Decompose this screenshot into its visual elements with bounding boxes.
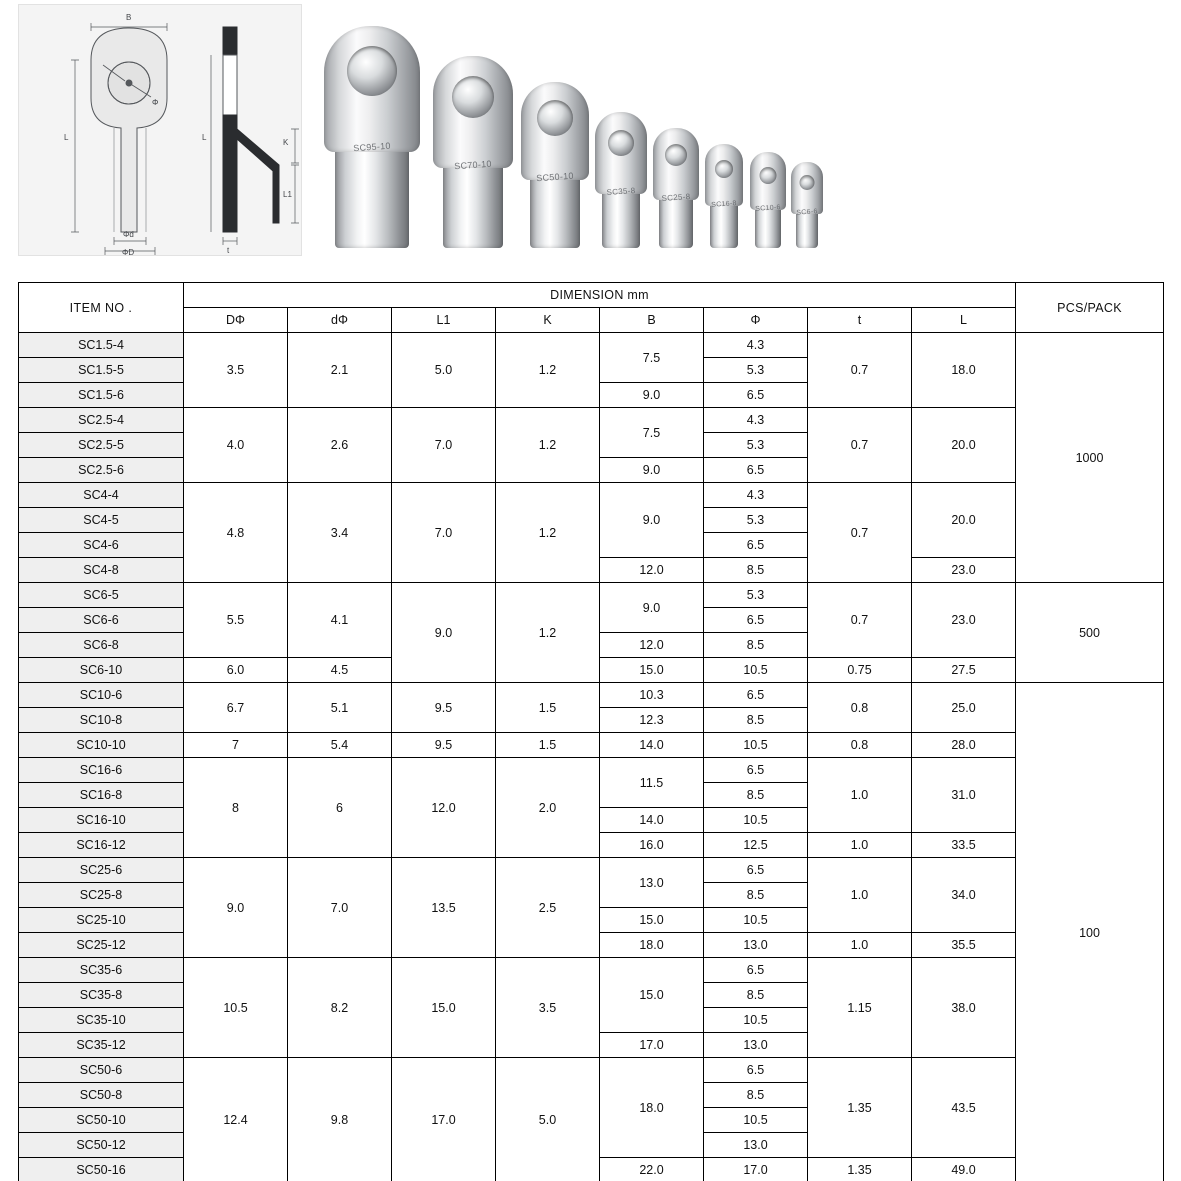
technical-drawing-svg (19, 5, 301, 255)
cell-D: 8 (184, 758, 288, 858)
cell-L: 20.0 (912, 408, 1016, 483)
cell-K: 2.0 (496, 758, 600, 858)
cell-B: 10.3 (600, 683, 704, 708)
cell-item-no: SC25-10 (19, 908, 184, 933)
table-body (19, 333, 1164, 1181)
cell-t: 1.0 (808, 858, 912, 933)
cell-phi: 13.0 (704, 1033, 808, 1058)
cell-d: 7.0 (288, 858, 392, 958)
cell-item-no: SC4-6 (19, 533, 184, 558)
cell-phi: 6.5 (704, 758, 808, 783)
drawing-label-L-side: L (202, 133, 207, 142)
cell-L1: 9.5 (392, 683, 496, 733)
cell-item-no: SC2.5-5 (19, 433, 184, 458)
cell-t: 1.0 (808, 758, 912, 833)
cell-L1: 7.0 (392, 408, 496, 483)
cell-item-no: SC25-8 (19, 883, 184, 908)
cell-D: 12.4 (184, 1058, 288, 1181)
cell-d: 3.4 (288, 483, 392, 583)
cell-t: 0.7 (808, 483, 912, 583)
cell-item-no: SC16-6 (19, 758, 184, 783)
cell-phi: 13.0 (704, 1133, 808, 1158)
cell-K: 2.5 (496, 858, 600, 958)
lug-sc25-8 (648, 106, 704, 248)
lug-sc16-8 (700, 122, 748, 248)
header-col-L1: L1 (392, 308, 496, 333)
cell-item-no: SC10-6 (19, 683, 184, 708)
drawing-label-phi-d: Φd (123, 230, 134, 239)
cell-B: 16.0 (600, 833, 704, 858)
cell-item-no: SC50-10 (19, 1108, 184, 1133)
cell-D: 6.0 (184, 658, 288, 683)
cell-pcs-pack: 500 (1016, 583, 1164, 683)
cell-t: 0.7 (808, 408, 912, 483)
cell-d: 4.1 (288, 583, 392, 658)
cell-L1: 17.0 (392, 1058, 496, 1181)
cell-B: 15.0 (600, 658, 704, 683)
cell-phi: 10.5 (704, 733, 808, 758)
cell-d: 5.1 (288, 683, 392, 733)
cell-B: 11.5 (600, 758, 704, 808)
cell-d: 6 (288, 758, 392, 858)
lug-code: SC70-10 (453, 158, 493, 172)
lug-code: SC6-6 (796, 208, 818, 217)
cell-B: 18.0 (600, 933, 704, 958)
lug-code: SC50-10 (535, 170, 575, 184)
cell-d: 2.6 (288, 408, 392, 483)
cell-K: 1.2 (496, 483, 600, 583)
cell-t: 0.8 (808, 683, 912, 733)
cell-B: 14.0 (600, 733, 704, 758)
cell-D: 3.5 (184, 333, 288, 408)
drawing-label-phi: Φ (152, 98, 159, 107)
cell-D: 4.8 (184, 483, 288, 583)
cell-L: 20.0 (912, 483, 1016, 558)
cell-item-no: SC10-8 (19, 708, 184, 733)
header-col-phi: Φ (704, 308, 808, 333)
table-row (19, 958, 1164, 983)
drawing-label-t: t (227, 246, 230, 255)
table-row (19, 333, 1164, 358)
header-col-L: L (912, 308, 1016, 333)
cell-pcs-pack: 1000 (1016, 333, 1164, 583)
cell-t: 0.75 (808, 658, 912, 683)
specification-table-wrapper (18, 282, 1163, 1181)
cell-item-no: SC1.5-6 (19, 383, 184, 408)
table-row (19, 583, 1164, 608)
cell-L: 31.0 (912, 758, 1016, 833)
table-row (19, 683, 1164, 708)
cell-item-no: SC6-8 (19, 633, 184, 658)
cell-L: 27.5 (912, 658, 1016, 683)
cable-lug-product-photo (304, 4, 824, 254)
cell-B: 17.0 (600, 1033, 704, 1058)
cell-L: 28.0 (912, 733, 1016, 758)
cell-item-no: SC35-6 (19, 958, 184, 983)
cell-L1: 9.5 (392, 733, 496, 758)
cell-B: 22.0 (600, 1158, 704, 1181)
cable-lug-technical-drawing (18, 4, 302, 256)
cell-phi: 8.5 (704, 783, 808, 808)
cell-d: 5.4 (288, 733, 392, 758)
cell-d: 8.2 (288, 958, 392, 1058)
cell-B: 14.0 (600, 808, 704, 833)
cell-B: 12.3 (600, 708, 704, 733)
cell-phi: 12.5 (704, 833, 808, 858)
cell-K: 5.0 (496, 1058, 600, 1181)
specification-table (18, 282, 1164, 1181)
cell-phi: 4.3 (704, 408, 808, 433)
cell-B: 9.0 (600, 583, 704, 633)
cell-K: 1.2 (496, 333, 600, 408)
cell-item-no: SC4-8 (19, 558, 184, 583)
cell-K: 1.5 (496, 733, 600, 758)
cell-L: 23.0 (912, 558, 1016, 583)
cell-t: 0.7 (808, 583, 912, 658)
cell-item-no: SC4-4 (19, 483, 184, 508)
cell-item-no: SC50-6 (19, 1058, 184, 1083)
cell-phi: 6.5 (704, 383, 808, 408)
cell-phi: 8.5 (704, 1083, 808, 1108)
lug-sc6-6 (786, 140, 824, 248)
cell-item-no: SC25-12 (19, 933, 184, 958)
lug-sc70-10 (428, 48, 518, 248)
cell-D: 6.7 (184, 683, 288, 733)
cell-L: 49.0 (912, 1158, 1016, 1181)
cell-phi: 8.5 (704, 983, 808, 1008)
table-row (19, 858, 1164, 883)
drawing-label-phi-D: ΦD (122, 248, 135, 255)
cell-t: 1.35 (808, 1158, 912, 1181)
drawing-label-L: L (64, 133, 69, 142)
lug-code: SC95-10 (352, 140, 392, 154)
lug-sc50-10 (516, 68, 594, 248)
cell-phi: 4.3 (704, 333, 808, 358)
header-col-t: t (808, 308, 912, 333)
cell-D: 10.5 (184, 958, 288, 1058)
lug-code: SC10-6 (755, 204, 781, 213)
cell-L1: 12.0 (392, 758, 496, 858)
cell-t: 1.0 (808, 933, 912, 958)
cell-item-no: SC16-12 (19, 833, 184, 858)
cell-phi: 13.0 (704, 933, 808, 958)
cell-phi: 8.5 (704, 883, 808, 908)
cell-phi: 5.3 (704, 508, 808, 533)
cell-L: 43.5 (912, 1058, 1016, 1158)
cell-phi: 8.5 (704, 708, 808, 733)
cell-phi: 5.3 (704, 583, 808, 608)
cell-D: 7 (184, 733, 288, 758)
cell-phi: 4.3 (704, 483, 808, 508)
cell-L: 35.5 (912, 933, 1016, 958)
cell-B: 7.5 (600, 408, 704, 458)
cell-phi: 6.5 (704, 1058, 808, 1083)
cell-item-no: SC1.5-5 (19, 358, 184, 383)
cell-phi: 6.5 (704, 458, 808, 483)
header-col-K: K (496, 308, 600, 333)
cell-phi: 10.5 (704, 658, 808, 683)
cell-K: 1.5 (496, 683, 600, 733)
cell-L: 25.0 (912, 683, 1016, 733)
cell-L1: 9.0 (392, 583, 496, 683)
cell-item-no: SC2.5-4 (19, 408, 184, 433)
cell-phi: 5.3 (704, 433, 808, 458)
cell-item-no: SC35-10 (19, 1008, 184, 1033)
cell-phi: 6.5 (704, 858, 808, 883)
cell-item-no: SC1.5-4 (19, 333, 184, 358)
cell-B: 9.0 (600, 483, 704, 558)
table-row (19, 758, 1164, 783)
cell-B: 18.0 (600, 1058, 704, 1158)
cell-item-no: SC50-8 (19, 1083, 184, 1108)
cell-d: 4.5 (288, 658, 392, 683)
drawing-label-L1: L1 (283, 190, 292, 199)
cell-B: 15.0 (600, 958, 704, 1033)
cell-D: 9.0 (184, 858, 288, 958)
cell-d: 9.8 (288, 1058, 392, 1181)
cell-B: 12.0 (600, 633, 704, 658)
cell-item-no: SC25-6 (19, 858, 184, 883)
cell-B: 9.0 (600, 458, 704, 483)
cell-L: 34.0 (912, 858, 1016, 933)
cell-phi: 10.5 (704, 908, 808, 933)
cell-item-no: SC6-10 (19, 658, 184, 683)
header-pcs-pack: PCS/PACK (1016, 283, 1164, 333)
cell-item-no: SC2.5-6 (19, 458, 184, 483)
cell-t: 0.7 (808, 333, 912, 408)
cell-item-no: SC16-10 (19, 808, 184, 833)
cell-item-no: SC4-5 (19, 508, 184, 533)
cell-t: 1.35 (808, 1058, 912, 1158)
cell-phi: 17.0 (704, 1158, 808, 1181)
lug-sc95-10 (318, 26, 426, 248)
cell-L: 23.0 (912, 583, 1016, 658)
cell-item-no: SC50-12 (19, 1133, 184, 1158)
cell-t: 0.8 (808, 733, 912, 758)
cell-L: 18.0 (912, 333, 1016, 408)
cell-pcs-pack: 100 (1016, 683, 1164, 1181)
cell-B: 9.0 (600, 383, 704, 408)
header-dimension: DIMENSION mm (184, 283, 1016, 308)
header-item-no: ITEM NO . (19, 283, 184, 333)
cell-D: 4.0 (184, 408, 288, 483)
cell-t: 1.0 (808, 833, 912, 858)
header-col-d: dΦ (288, 308, 392, 333)
cell-item-no: SC6-5 (19, 583, 184, 608)
cell-phi: 5.3 (704, 358, 808, 383)
cell-phi: 6.5 (704, 958, 808, 983)
cell-L1: 15.0 (392, 958, 496, 1058)
cell-D: 5.5 (184, 583, 288, 658)
table-header (19, 283, 1164, 333)
lug-sc35-8 (590, 90, 652, 248)
cell-L1: 5.0 (392, 333, 496, 408)
drawing-label-K: K (283, 138, 289, 147)
cell-item-no: SC16-8 (19, 783, 184, 808)
cell-K: 1.2 (496, 408, 600, 483)
header-col-D: DΦ (184, 308, 288, 333)
lug-sc10-6 (744, 130, 792, 248)
cell-phi: 8.5 (704, 558, 808, 583)
cell-L1: 13.5 (392, 858, 496, 958)
cell-B: 7.5 (600, 333, 704, 383)
product-image-strip (0, 0, 1181, 258)
cell-phi: 6.5 (704, 608, 808, 633)
lug-code: SC35-8 (606, 186, 636, 197)
cell-phi: 6.5 (704, 683, 808, 708)
cell-item-no: SC35-12 (19, 1033, 184, 1058)
cell-L1: 7.0 (392, 483, 496, 583)
cell-phi: 10.5 (704, 808, 808, 833)
cell-item-no: SC10-10 (19, 733, 184, 758)
cell-t: 1.15 (808, 958, 912, 1058)
table-row (19, 408, 1164, 433)
cell-phi: 10.5 (704, 1108, 808, 1133)
cell-phi: 6.5 (704, 533, 808, 558)
cell-L: 33.5 (912, 833, 1016, 858)
cell-phi: 8.5 (704, 633, 808, 658)
table-row (19, 733, 1164, 758)
cell-B: 15.0 (600, 908, 704, 933)
cell-phi: 10.5 (704, 1008, 808, 1033)
cell-K: 3.5 (496, 958, 600, 1058)
cell-B: 12.0 (600, 558, 704, 583)
drawing-label-B: B (126, 13, 132, 22)
cell-K: 1.2 (496, 583, 600, 683)
cell-item-no: SC35-8 (19, 983, 184, 1008)
table-row (19, 483, 1164, 508)
cell-d: 2.1 (288, 333, 392, 408)
cell-B: 13.0 (600, 858, 704, 908)
cell-item-no: SC6-6 (19, 608, 184, 633)
cell-L: 38.0 (912, 958, 1016, 1058)
header-col-B: B (600, 308, 704, 333)
table-row (19, 1058, 1164, 1083)
lug-code: SC16-8 (711, 200, 737, 209)
cell-item-no: SC50-16 (19, 1158, 184, 1181)
lug-code: SC25-8 (661, 192, 691, 203)
